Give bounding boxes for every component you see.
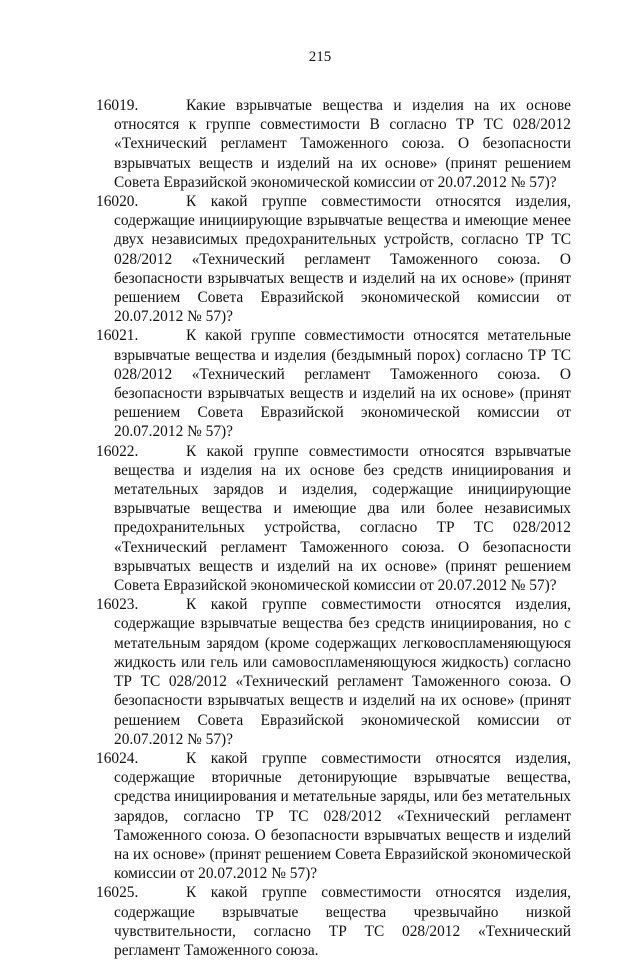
question-number: 16024.: [96, 749, 139, 767]
question-text: К какой группе совместимости относятся изделия, содержащие вторичные детонирующие взрывчатые вещества, средства инициирования и метательные заряды, или без метательных зарядов, согласно ТР ТС 028/2012 «Технический регламент Таможенного союза. О безопасности взрывчатых веществ и изделий на их основе» (принят решением Совета Евразийской экономической комиссии от 20.07.2012 № 57)?: [114, 749, 571, 883]
question-16025: [96, 883, 571, 960]
question-list: [96, 96, 571, 960]
question-text: К какой группе совместимости относятся изделия, содержащие взрывчатые вещества чрезвычайно низкой чувствительности, согласно ТР ТС 028/2012 «Технический регламент Таможенного союза.: [114, 884, 571, 959]
question-16022: [96, 442, 571, 596]
question-number: 16021.: [96, 327, 139, 345]
question-text: К какой группе совместимости относятся метательные взрывчатые вещества и изделия (бездымный порох) согласно ТР ТС 028/2012 «Технический регламент Таможенного союза. О безопасности взрывчатых веществ и изделий на их основе» (принят решением Совета Евразийской экономической комиссии от 20.07.2012 № 57)?: [114, 327, 571, 441]
question-text: К какой группе совместимости относятся изделия, содержащие взрывчатые вещества без средств инициирования, но с метательным зарядом (кроме содержащих легковоспламеняющуюся жидкость или гель или самовоспламеняющуюся жидкость) согласно ТР ТС 028/2012 «Технический регламент Таможенного союза. О безопасности взрывчатых веществ и изделий на их основе» (принят решением Совета Евразийской экономической комиссии от 20.07.2012 № 57)?: [114, 596, 571, 748]
question-16023: [96, 595, 571, 749]
page-number: 215: [308, 49, 332, 65]
question-number: 16022.: [96, 442, 139, 460]
question-number: 16023.: [96, 596, 139, 614]
question-text: К какой группе совместимости относятся изделия, содержащие инициирующие взрывчатые вещества и имеющие менее двух независимых предохранительных устройств, согласно ТР ТС 028/2012 «Технический регламент Таможенного союза. О безопасности взрывчатых веществ и изделий на их основе» (принят решением Совета Евразийской экономической комиссии от 20.07.2012 № 57)?: [114, 193, 571, 326]
question-number: 16019.: [96, 97, 139, 114]
question-text: К какой группе совместимости относятся взрывчатые вещества и изделия на их основе без средств инициирования и метательных зарядов и изделия, содержащие инициирующие взрывчатые вещества и имеющие два или более независимых предохранительных устройства, согласно ТР ТС 028/2012 «Технический регламент Таможенного союза. О безопасности взрывчатых веществ и изделий на их основе» (принят решением Совета Евразийской экономической комиссии от 20.07.2012 № 57)?: [114, 442, 571, 595]
question-16021: [96, 326, 571, 441]
question-16019: [96, 96, 571, 192]
question-number: 16020.: [96, 193, 139, 211]
question-16024: [96, 749, 571, 883]
question-number: 16025.: [96, 884, 139, 902]
question-text: Какие взрывчатые вещества и изделия на их основе относятся к группе совместимости В согласно ТР ТС 028/2012 «Технический регламент Таможенного союза. О безопасности взрывчатых веществ и изделий на их основе» (принят решением Совета Евразийской экономической комиссии от 20.07.2012 № 57)?: [114, 97, 571, 191]
question-16020: [96, 192, 571, 326]
